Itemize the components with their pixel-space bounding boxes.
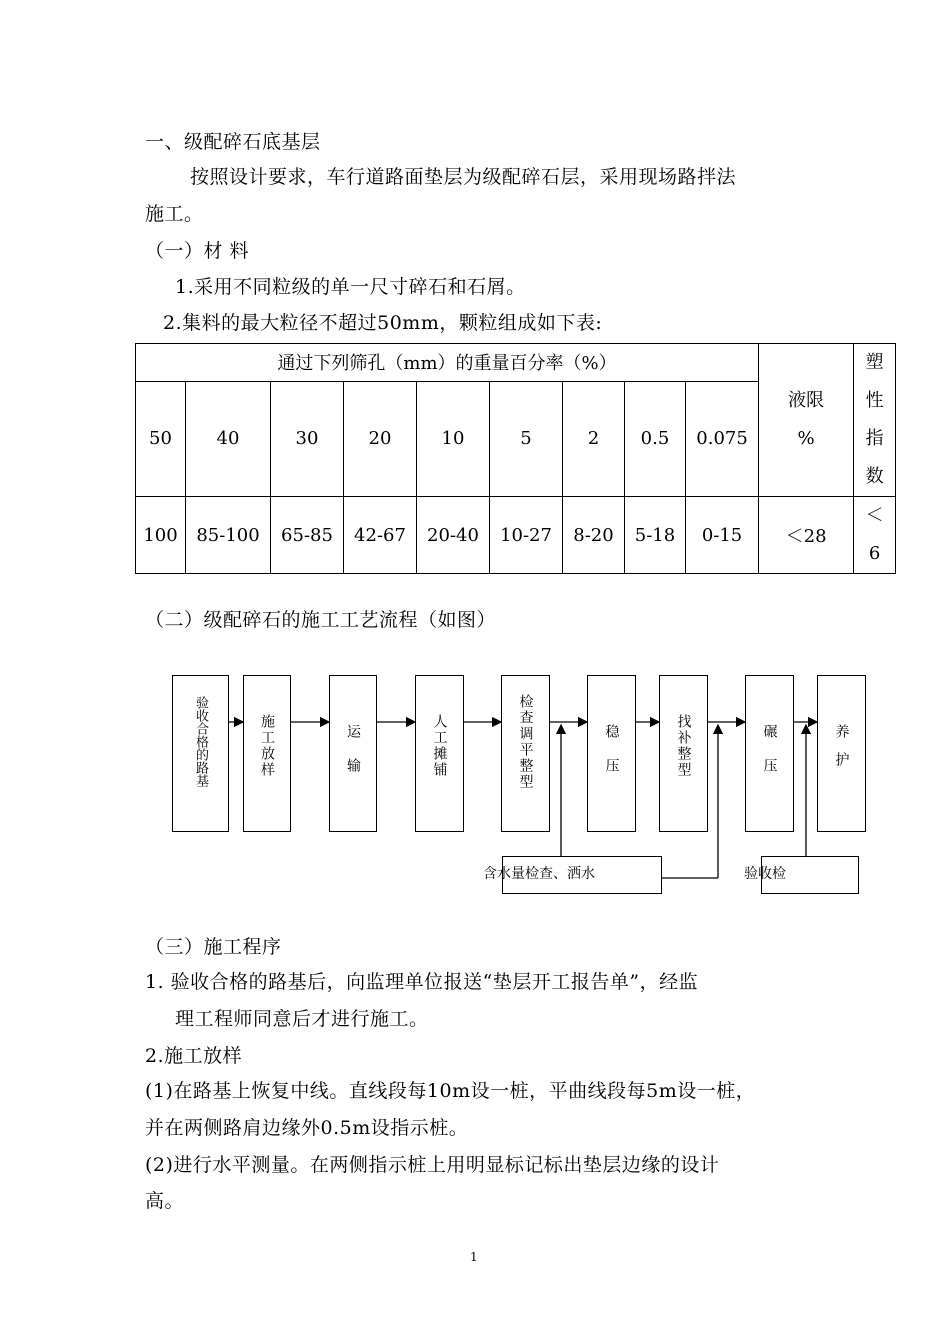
passing-percent: 100 [136,497,186,574]
liquid-limit-unit: % [797,428,815,449]
procedure-2-1-line2: 并在两侧路肩边缘外0.5m设指示桩。 [145,1117,469,1139]
flow-step-patch-reshape [659,675,708,832]
flow-step-compaction [745,675,794,832]
flow-step-label: 运输 [345,724,361,792]
passing-percent: 65-85 [271,497,344,574]
plasticity-char: 指 [865,428,884,449]
flow-step-label: 检查调平整型 [517,694,534,790]
procedure-2-2-line2: 高。 [145,1190,185,1212]
flow-step-label: 找补整型 [675,714,692,778]
flow-sub-label: 含水量检查、洒水 [483,866,595,882]
paragraph-intro-line1: 按照设计要求，车行道路面垫层为级配碎石层，采用现场路拌法 [190,166,737,188]
plasticity-char: 性 [865,390,884,411]
liquid-limit-value: ＜28 [759,497,854,574]
plasticity-value-part: 6 [868,543,881,564]
flow-step-label: 验收合格的路基 [193,696,208,787]
flow-sub-moisture-check [483,856,662,894]
table-header-plasticity-index [854,344,896,497]
sieve-size: 30 [271,381,344,496]
flow-step-label: 稳压 [603,724,620,792]
procedure-1-line2: 理工程师同意后才进行施工。 [175,1008,429,1030]
gradation-table [135,343,896,574]
materials-item-1: 1.采用不同粒级的单一尺寸碎石和石屑。 [175,276,526,298]
subsection-procedure: （三）施工程序 [145,936,282,958]
liquid-limit-label: 液限 [788,390,825,411]
sieve-size: 40 [186,381,271,496]
page-number: 1 [470,1250,478,1264]
sieve-size: 2 [563,381,625,496]
flow-step-transport [329,675,377,832]
flow-step-manual-spreading [415,675,464,832]
sieve-size: 20 [344,381,417,496]
paragraph-intro-line2: 施工。 [145,203,204,225]
flow-sub-label: 验收检 [744,866,786,882]
procedure-2-1-line1: (1)在路基上恢复中线。直线段每10m设一桩，平曲线段每5m设一桩， [145,1080,756,1102]
passing-percent: 10-27 [490,497,563,574]
passing-percent: 20-40 [417,497,490,574]
sieve-size: 50 [136,381,186,496]
procedure-2-2-line1: (2)进行水平测量。在两侧指示桩上用明显标记标出垫层边缘的设计 [145,1154,720,1176]
passing-percent: 5-18 [625,497,686,574]
procedure-1-line1: 1. 验收合格的路基后，向监理单位报送“垫层开工报告单”，经监 [145,971,699,993]
passing-percent: 85-100 [186,497,271,574]
flow-step-label: 养护 [833,724,850,780]
subsection-materials: （一）材 料 [145,240,250,262]
sieve-size: 0.5 [625,381,686,496]
flow-step-stabilizing-roll [587,675,636,832]
materials-item-2: 2.集料的最大粒径不超过50mm，颗粒组成如下表: [163,312,603,334]
passing-percent: 42-67 [344,497,417,574]
flow-sub-acceptance-check [744,856,859,894]
sieve-size: 10 [417,381,490,496]
table-header-liquid-limit [759,344,854,497]
plasticity-char: 塑 [865,352,884,373]
flow-step-label: 碾压 [761,724,778,792]
flow-step-label: 人工摊铺 [431,714,448,778]
subsection-process-flow: （二）级配碎石的施工工艺流程（如图） [145,609,497,631]
passing-percent: 0-15 [686,497,759,574]
flow-step-accept-subgrade [172,675,229,832]
table-header-main: 通过下列筛孔（mm）的重量百分率（%） [136,344,759,382]
flow-step-label: 施工放样 [259,714,275,778]
plasticity-char: 数 [865,466,884,487]
plasticity-value-part: ＜ [865,505,884,526]
flow-step-check-level-shape [501,675,550,832]
plasticity-index-value [854,497,896,574]
section-heading-1: 一、级配碎石底基层 [145,131,321,153]
passing-percent: 8-20 [563,497,625,574]
sieve-size: 5 [490,381,563,496]
sieve-size: 0.075 [686,381,759,496]
flow-step-curing [817,675,866,832]
procedure-2-heading: 2.施工放样 [145,1045,243,1067]
flow-step-setting-out [243,675,291,832]
